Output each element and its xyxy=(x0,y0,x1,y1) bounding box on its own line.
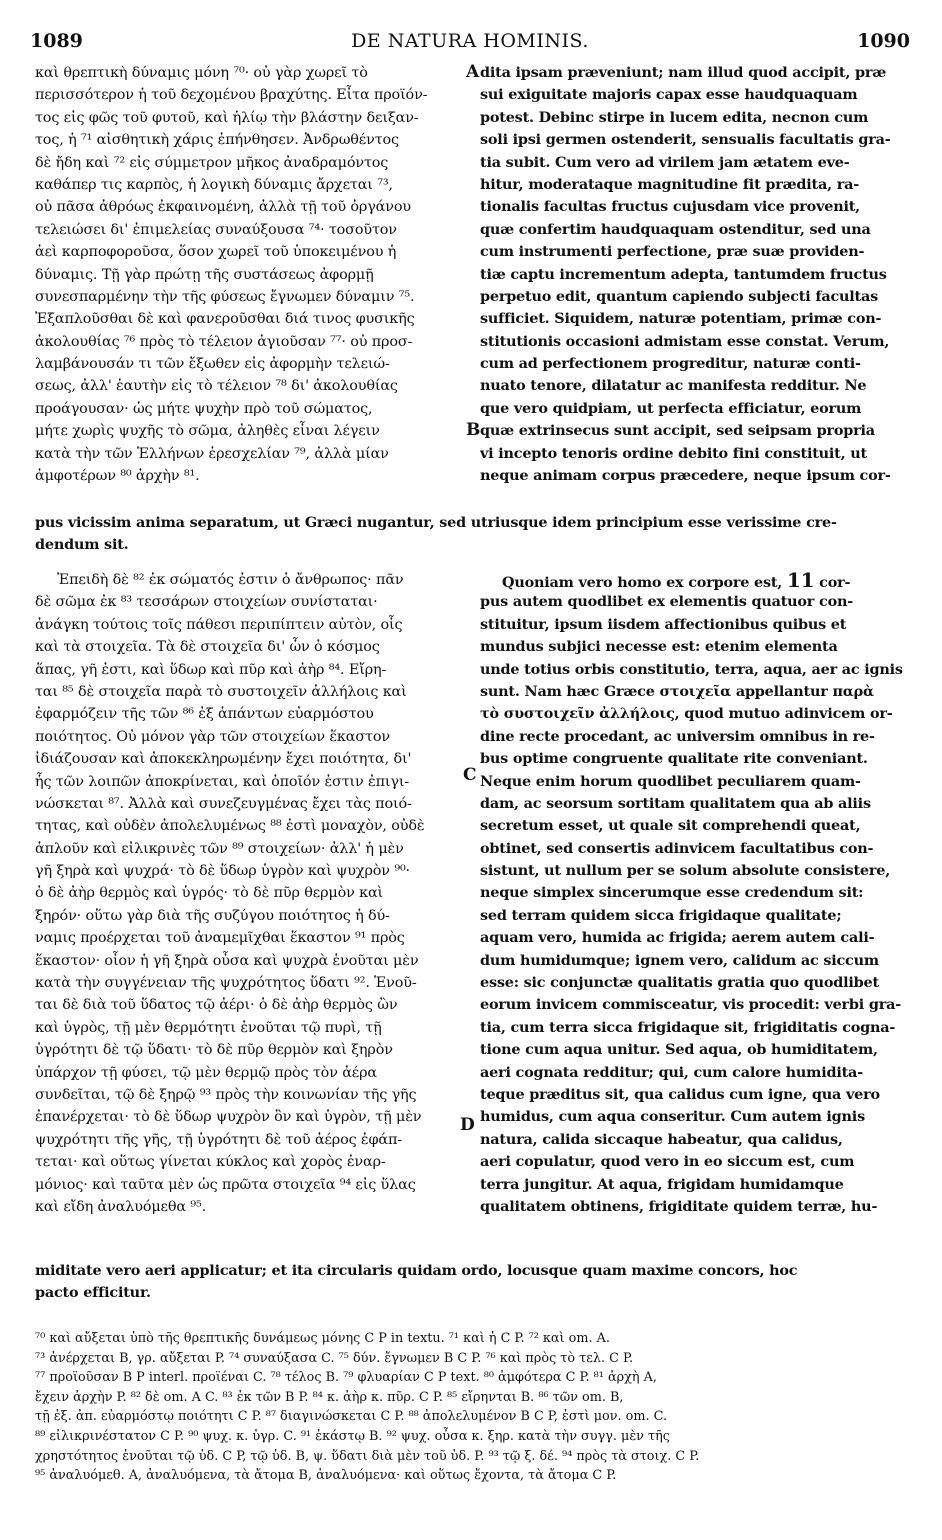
latin-bottom-line: aeri copulatur, quod vero in eo siccum est, cum xyxy=(480,1153,855,1171)
greek-bottom-line: ἅπας, γῆ ἐστι, καὶ ὕδωρ καὶ πῦρ καὶ ἀὴρ ⁸⁴. Εἴρη- xyxy=(35,661,387,678)
latin-final-line: pacto efficitur. xyxy=(35,1284,151,1302)
greek-top-line: οὐ πᾶσα ἀθρόως ἐκφαινομένη, ἀλλὰ τῇ τοῦ ὀργάνου xyxy=(35,199,411,216)
latin-column-top xyxy=(480,62,918,487)
footnotes-line: ⁷⁰ καὶ αὔξεται ὑπὸ τῆς θρεπτικῆς δυνάμεως μόνης C P in textu. ⁷¹ καὶ ἡ C P. ⁷² καὶ om. A. xyxy=(35,1331,610,1346)
greek-bottom-line: δὲ σῶμα ἐκ ⁸³ τεσσάρων στοιχείων συνίσταται· xyxy=(35,594,378,611)
footnotes-line: ἔχειν ἀρχὴν P. ⁸² δὲ om. A C. ⁸³ ἐκ τῶν B P. ⁸⁴ κ. ἀὴρ κ. πῦρ. C P. ⁸⁵ εἴρηνται B. ⁸⁶ τῶν om. B, xyxy=(35,1389,624,1405)
greek-bottom-line: νώσκεται ⁸⁷. Ἀλλὰ καὶ συνεζευγμένας ἔχει τὰς ποιό- xyxy=(35,795,412,812)
latin-bottom-line: bus optime congruente qualitate rite conveniant. xyxy=(480,750,868,768)
footnotes-line: ⁷³ ἀνέρχεται B, γρ. αὔξεται P. ⁷⁴ συναύξασα C. ⁷⁵ δύν. ἔγνωμεν B C P. ⁷⁶ καὶ πρὸς τὸ τελ. C P. xyxy=(35,1350,634,1366)
greek-bottom-line: τητας, καὶ οὐδὲν ἀπολελυμένως ⁸⁸ ἐστὶ μοναχὸν, οὐδὲ xyxy=(35,818,425,835)
latin-section-opening xyxy=(480,569,918,591)
latin-top-line: nuato tenore, dilatatur ac manifesta redditur. Ne xyxy=(480,377,867,395)
latin-final-text xyxy=(35,1260,915,1305)
greek-top-line: περισσότερον ἡ τοῦ δεχομένου βραχύτης. Εἶτα προϊόν- xyxy=(35,87,428,104)
latin-top-line: cum ad perfectionem progreditur, naturæ conti- xyxy=(480,355,861,373)
latin-bottom-line: esse: sic conjunctæ qualitatis gratia quo quodlibet xyxy=(480,974,879,992)
latin-final-line: miditate vero aeri applicatur; et ita circularis quidam ordo, locusque quam maxime concors, hoc xyxy=(35,1262,798,1279)
greek-top-line: σεως, ἀλλ' ἑαυτὴν εἰς τὸ τέλειον ⁷⁸ δι' ἀκολουθίας xyxy=(35,378,398,395)
latin-bottom-line: sistunt, ut nullum per se solum absolute consistere, xyxy=(480,862,891,880)
greek-bottom-line: ποιότητος. Οὐ μόνον γὰρ τῶν στοιχείων ἕκαστον xyxy=(35,728,390,745)
latin-bottom-line: tione cum aqua unitur. Sed aqua, ob humiditatem, xyxy=(480,1041,878,1059)
margin-marker-b: B xyxy=(466,420,481,440)
greek-top-line: Ἐξαπλοῦσθαι δὲ καὶ φανεροῦσθαι διά τινος φυσικῆς xyxy=(35,311,415,328)
greek-bottom-line: κατὰ τὴν συγγένειαν τῆς ψυχρότητος ὕδατι ⁹². Ἑνοῦ- xyxy=(35,975,417,992)
greek-bottom-line: τεται· καὶ οὕτως γίνεται κύκλος καὶ χορὸς ἐναρ- xyxy=(35,1154,386,1171)
latin-bottom-line: secretum esset, ut quale sit comprehendi queat, xyxy=(480,817,861,835)
footnotes-line: ⁹⁵ ἀναλυόμεθ. A, ἀναλυόμενα, τὰ ἄτομα B, ἀναλυόμενα· καὶ οὕτως ἔχοντα, τὰ ἄτομα C P. xyxy=(35,1468,617,1484)
greek-bottom-line: ται δὲ διὰ τοῦ ὕδατος τῷ ἀέρι· ὁ δὲ ἀὴρ θερμὸς ὢν xyxy=(35,997,398,1014)
greek-top-line: ἀεὶ καρποφοροῦσα, ὅσον χωρεῖ τοῦ ὑποκειμένου ἡ xyxy=(35,244,397,261)
greek-top-line: μήτε χωρὶς ψυχῆς τὸ σῶμα, ἀληθὲς εἶναι λέγειν xyxy=(35,423,380,440)
greek-bottom-line: ἐπανέρχεται· τὸ δὲ ὕδωρ ψυχρὸν ὂν καὶ ὑγρὸν, τῇ μὲν xyxy=(35,1109,422,1126)
footnotes-line: ⁸⁹ εἰλικρινέστατον C P. ⁹⁰ ψυχ. κ. ὑγρ. C. ⁹¹ ἑκάστῳ B. ⁹² ψυχ. οὖσα κ. ξηρ. κατὰ τὴν συγγ. μὲν τῆς xyxy=(35,1428,670,1444)
latin-bottom-line: tia, cum terra sicca frigidaque sit, frigiditatis cogna- xyxy=(480,1018,896,1036)
latin-bottom-line: τὸ συστοιχεῖν ἀλλήλοις, quod mutuo adinvicem or- xyxy=(480,705,893,723)
greek-top-line: δύναμις. Τῇ γὰρ πρώτῃ τῆς συστάσεως ἀφορμῇ xyxy=(35,266,374,283)
greek-bottom-line: ἰδιάζουσαν καὶ ἀποκεκληρωμένην ἔχει ποιότητα, δι' xyxy=(35,751,412,768)
latin-bottom-line: eorum invicem commisceatur, vis procedit: verbi gra- xyxy=(480,996,902,1014)
latin-top-line: neque animam corpus præcedere, neque ipsum cor- xyxy=(480,467,891,485)
latin-top-line: quæ extrinsecus sunt accipit, sed seipsam propria xyxy=(480,422,875,440)
latin-top-line: potest. Debinc stirpe in lucem edita, necnon cum xyxy=(480,108,869,126)
latin-top-line: tiæ captu incrementum adepta, tantumdem fructus xyxy=(480,265,887,283)
latin-top-line: quæ confertim haudquaquam ostenditur, sed una xyxy=(480,220,871,238)
latin-top-line: soli ipsi germen ostenderit, sensualis facultatis gra- xyxy=(480,131,891,149)
latin-bottom-line: sed terram quidem sicca frigidaque qualitate; xyxy=(480,906,842,924)
latin-bridge-line: dendum sit. xyxy=(35,536,129,554)
greek-top-line: συνεσπαρμένην τὴν τῆς φύσεως ἔγνωμεν δύναμιν ⁷⁵. xyxy=(35,288,415,305)
greek-bottom-line: ἀνάγκη τούτοις τοῖς πάθεσι περιπίπτειν αὐτὸν, οἷς xyxy=(35,616,403,633)
latin-column-bottom xyxy=(480,569,918,1218)
greek-top-line: ἀκολουθίας ⁷⁶ πρὸς τὸ τέλειον ἀγιοῦσαν ⁷⁷· οὐ προσ- xyxy=(35,333,413,350)
margin-marker-d: D xyxy=(460,1115,475,1135)
margin-marker-c: C xyxy=(463,765,477,785)
latin-bottom-line: teque præditus sit, qua calidus cum igne, qua vero xyxy=(480,1085,880,1103)
latin-top-line: que vero quidpiam, ut perfecta efficiatur, eorum xyxy=(480,399,862,417)
greek-bottom-line: ψυχρότητι τῆς γῆς, τῇ ὑγρότητι δὲ τοῦ ἀέρος ἐφάπ- xyxy=(35,1131,403,1148)
greek-bottom-line: συνδεῖται, τῷ δὲ ξηρῷ ⁹³ πρὸς τὴν κοινωνίαν τῆς γῆς xyxy=(35,1086,417,1103)
greek-column-top xyxy=(35,62,475,487)
greek-bottom-line: ὑγρότητι δὲ τῷ ὕδατι· τὸ δὲ πῦρ θερμὸν καὶ ξηρὸν xyxy=(35,1042,393,1059)
latin-opening-text: Quoniam vero homo ex corpore est, xyxy=(502,574,783,591)
greek-bottom-line: καὶ τὰ στοιχεῖα. Τὰ δὲ στοιχεῖα δι' ὧν ὁ κόσμος xyxy=(35,639,380,656)
greek-bottom-line: ξηρόν· οὕτω γὰρ διὰ τῆς συζύγου ποιότητος ἡ δύ- xyxy=(35,907,390,924)
greek-top-line: καθάπερ τις καρπὸς, ἡ λογικὴ δύναμις ἄρχεται ⁷³, xyxy=(35,176,393,193)
latin-top-line: hitur, moderataque magnitudine fit prædita, ra- xyxy=(480,175,860,193)
greek-bottom-line: Ἐπειδὴ δὲ ⁸² ἐκ σώματός ἐστιν ὁ ἄνθρωπος· πᾶν xyxy=(57,572,404,588)
latin-bottom-line: natura, calida siccaque habeatur, qua calidus, xyxy=(480,1130,843,1148)
greek-top-line: τελειώσει δι' ἐπιμελείας συναύξουσα ⁷⁴· τοσοῦτον xyxy=(35,221,397,238)
greek-top-line: τος εἰς φῶς τοῦ φυτοῦ, καὶ ἡλίῳ τὴν βλάστην δειξαν- xyxy=(35,109,419,126)
footnotes-line: χρηστότητος ἑνοῦται τῷ ὑδ. C P, τῷ ὑδ. B, ψ. ὕδατι διὰ μὲν τοῦ ὑδ. P. ⁹³ τῷ ξ. δέ. ⁹⁴ πρὸς τὰ στοιχ. C P. xyxy=(35,1448,700,1464)
latin-bottom-line: obtinet, sed consertis adinvicem facultatibus con- xyxy=(480,839,874,857)
footnotes-line: τῇ ἐξ. ἀπ. εὐαρμόστῳ ποιότητι C P. ⁸⁷ διαγινώσκεται C P. ⁸⁸ ἀπολελυμένον B C P, ἐστὶ μον. om. C. xyxy=(35,1409,668,1425)
greek-top-line: λαμβάνουσάν τι τῶν ἔξωθεν εἰς ἀφορμὴν τελειώ- xyxy=(35,356,390,373)
latin-bottom-line: aquam vero, humida ac frigida; aerem autem cali- xyxy=(480,929,875,947)
section-number: 11 xyxy=(786,569,815,592)
greek-top-line: ἀμφοτέρων ⁸⁰ ἀρχὴν ⁸¹. xyxy=(35,468,200,485)
latin-bottom-line: stituitur, ipsum iisdem affectionibus quibus et xyxy=(480,615,847,633)
left-page-number: 1089 xyxy=(30,30,83,52)
greek-bottom-line: ναμις προέρχεται τοῦ ἀναμεμῖχθαι ἕκαστον ⁹¹ πρὸς xyxy=(35,930,405,947)
greek-bottom-line: καὶ εἴδη ἀναλυόμεθα ⁹⁵. xyxy=(35,1198,207,1215)
greek-top-line: κατὰ τὴν τῶν Ἑλλήνων ἐρεσχελίαν ⁷⁹, ἀλλὰ μίαν xyxy=(35,445,389,462)
greek-bottom-line: ὁ δὲ ἀὴρ θερμὸς καὶ ὑγρός· τὸ δὲ πῦρ θερμὸν καὶ xyxy=(35,885,384,902)
latin-top-line: tionalis facultas fructus cujusdam vice provenit, xyxy=(480,198,860,216)
latin-bottom-line: mundus subjici necesse est: etenim elementa xyxy=(480,638,838,656)
latin-bottom-line: dine recte procedant, ac universim omnibus in re- xyxy=(480,727,875,745)
greek-bottom-line: καὶ ὑγρὸς, τῇ μὲν θερμότητι ἑνοῦται τῷ πυρὶ, τῇ xyxy=(35,1019,382,1036)
latin-top-line: perpetuo edit, quantum capiendo subjecti facultas xyxy=(480,287,879,305)
latin-bottom-line: unde totius orbis constitutio, terra, aqua, aer ac ignis xyxy=(480,660,903,678)
greek-bottom-line: ὑπάρχον τῇ φύσει, τῷ μὲν θερμῷ πρὸς τὸν ἀέρα xyxy=(35,1064,377,1081)
footnotes xyxy=(35,1329,915,1486)
greek-top-line: δὲ ἤδη καὶ ⁷² εἰς σύμμετρον μῆκος ἀναδραμόντος xyxy=(35,154,389,171)
greek-column-bottom xyxy=(35,569,475,1218)
latin-bottom-line: dam, ac seorsum sortitam qualitatem qua ab aliis xyxy=(480,794,871,812)
latin-bottom-lines xyxy=(480,591,918,1218)
margin-marker-a: A xyxy=(466,62,480,82)
latin-bridge-text xyxy=(35,512,915,557)
latin-top-line: vi incepto tenoris ordine debito fini constituit, ut xyxy=(480,444,867,462)
latin-top-line: cum instrumenti perfectione, præ suæ providen- xyxy=(480,243,865,261)
running-title: DE NATURA HOMINIS. xyxy=(351,30,589,52)
latin-top-line: dita ipsam præveniunt; nam illud quod accipit, præ xyxy=(480,64,887,81)
footnotes-line: ⁷⁷ προϊοῦσαν B P interl. προϊέναι C. ⁷⁸ τέλος B. ⁷⁹ φλυαρίαν C P text. ⁸⁰ ἀμφότερα C P. ⁸¹ ἀρχὴ A, xyxy=(35,1370,657,1386)
latin-bottom-line: sunt. Nam hæc Græce στοιχεῖα appellantur παρὰ xyxy=(480,682,874,700)
latin-bottom-line: dum humidumque; ignem vero, calidum ac siccum xyxy=(480,951,879,969)
latin-opening-tail: cor- xyxy=(819,574,851,591)
page-header xyxy=(30,30,910,60)
latin-top-line: tia subit. Cum vero ad virilem jam ætatem eve- xyxy=(480,153,850,171)
greek-bottom-line: γῆ ξηρὰ καὶ ψυχρά· τὸ δὲ ὕδωρ ὑγρὸν καὶ ψυχρὸν ⁹⁰· xyxy=(35,863,410,880)
greek-bottom-line: μόνιος· καὶ ταῦτα μὲν ὡς πρῶτα στοιχεῖα ⁹⁴ εἰς ὕλας xyxy=(35,1176,416,1193)
latin-bridge-line: pus vicissim anima separatum, ut Græci nugantur, sed utriusque idem principium esse verissime cre- xyxy=(35,514,837,531)
greek-top-line: τος, ἡ ⁷¹ αἰσθητικὴ χάρις ἐπήνθησεν. Ἀνδρωθέντος xyxy=(35,132,399,149)
greek-bottom-line: ἧς τῶν λοιπῶν ἀποκρίνεται, καὶ ὁποῖόν ἐστιν ἐπιγι- xyxy=(35,773,410,790)
latin-top-line: stitutionis occasioni admistam esse constat. Verum, xyxy=(480,332,890,350)
latin-bottom-line: humidus, cum aqua conseritur. Cum autem ignis xyxy=(480,1108,865,1126)
latin-bottom-line: aeri cognata redditur; qui, cum calore humidita- xyxy=(480,1063,863,1081)
latin-bottom-line: pus autem quodlibet ex elementis quatuor con- xyxy=(480,593,853,611)
latin-top-line: sufficiet. Siquidem, naturæ potentiam, primæ con- xyxy=(480,310,882,328)
greek-bottom-line: ἕκαστον· οἷον ἡ γῆ ξηρὰ οὖσα καὶ ψυχρὰ ἑνοῦται μὲν xyxy=(35,952,419,969)
latin-bottom-line: neque simplex sincerumque esse credendum sit: xyxy=(480,884,864,902)
latin-top-line: sui exiguitate majoris capax esse haudquaquam xyxy=(480,86,858,104)
greek-bottom-line: ται ⁸⁵ δὲ στοιχεῖα παρὰ τὸ συστοιχεῖν ἀλλήλοις καὶ xyxy=(35,683,407,700)
greek-top-line: καὶ θρεπτικὴ δύναμις μόνη ⁷⁰· οὐ γὰρ χωρεῖ τὸ xyxy=(35,65,368,81)
right-page-number: 1090 xyxy=(857,30,910,52)
greek-bottom-line: ἐφαρμόζειν τῆς τῶν ⁸⁶ ἐξ ἁπάντων εὐαρμόστου xyxy=(35,706,374,723)
latin-bottom-line: qualitatem obtinens, frigiditate quidem terræ, hu- xyxy=(480,1197,878,1215)
greek-top-line: προάγουσαν· ὡς μήτε ψυχὴν πρὸ τοῦ σώματος, xyxy=(35,400,373,417)
latin-bottom-line: Neque enim horum quodlibet peculiarem quam- xyxy=(480,772,861,790)
greek-bottom-line: ἁπλοῦν καὶ εἰλικρινὲς τῶν ⁸⁹ στοιχείων· ἀλλ' ἡ μὲν xyxy=(35,840,404,857)
latin-bottom-line: terra jungitur. At aqua, frigidam humidamque xyxy=(480,1175,844,1193)
